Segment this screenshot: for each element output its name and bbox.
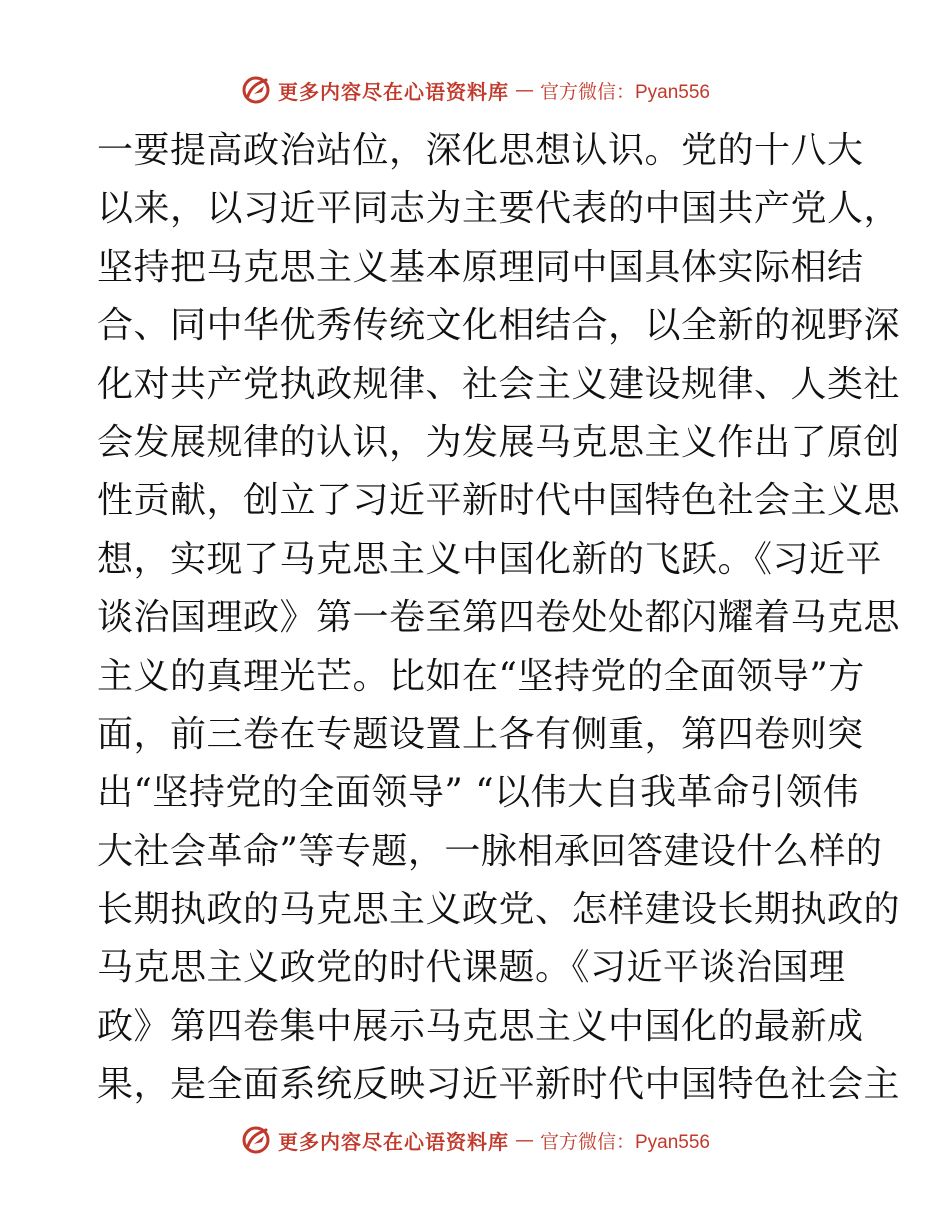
paragraph-line: 性贡献，创立了习近平新时代中国特色社会主义思 xyxy=(97,480,901,522)
paragraph-line: 一要提高政治站位，深化思想认识。党的十八大 xyxy=(97,130,864,171)
paragraph-line: 长期执政的马克思主义政党、怎样建设长期执政的 xyxy=(97,889,901,931)
watermark-separator: — xyxy=(514,79,534,101)
paragraph-line: 果，是全面系统反映习近平新时代中国特色社会主 xyxy=(97,1064,901,1106)
paragraph-line: 大社会革命”等专题，一脉相承回答建设什么样的 xyxy=(97,830,883,872)
header-watermark xyxy=(0,70,950,110)
paragraph-line: 出“坚持党的全面领导” “以伟大自我革命引领伟 xyxy=(97,772,860,814)
watermark-wechat-text: 官方微信：Pyan556 xyxy=(539,81,710,103)
paragraph-line: 想，实现了马克思主义中国化新的飞跃。《习近平 xyxy=(97,538,883,580)
watermark-brand-text: 更多内容尽在心语资料库 xyxy=(277,79,509,104)
document-body xyxy=(97,122,901,1115)
watermark-brand-text: 更多内容尽在心语资料库 xyxy=(277,1129,509,1154)
footer-watermark xyxy=(0,1120,950,1160)
paragraph-line: 合、同中华优秀传统文化相结合，以全新的视野深 xyxy=(97,305,901,347)
paragraph-line: 政》第四卷集中展示马克思主义中国化的最新成 xyxy=(97,1005,864,1047)
paragraph-line: 主义的真理光芒。比如在“坚持党的全面领导”方 xyxy=(97,655,865,697)
paragraph-line: 马克思主义政党的时代课题。《习近平谈治国理 xyxy=(97,947,846,989)
paragraph-line: 以来，以习近平同志为主要代表的中国共产党人， xyxy=(97,188,901,230)
paragraph-line: 坚持把马克思主义基本原理同中国具体实际相结 xyxy=(97,246,864,288)
watermark-separator: — xyxy=(514,1129,534,1151)
paragraph-line: 谈治国理政》第一卷至第四卷处处都闪耀着马克思 xyxy=(97,597,901,639)
paragraph-line: 面，前三卷在专题设置上各有侧重，第四卷则突 xyxy=(97,713,864,755)
brush-swirl-logo-icon xyxy=(240,1124,272,1156)
watermark-wechat-text: 官方微信：Pyan556 xyxy=(539,1131,710,1153)
paragraph-line: 化对共产党执政规律、社会主义建设规律、人类社 xyxy=(97,363,901,405)
brush-swirl-logo-icon xyxy=(240,74,272,106)
paragraph-line: 会发展规律的认识，为发展马克思主义作出了原创 xyxy=(97,421,901,463)
